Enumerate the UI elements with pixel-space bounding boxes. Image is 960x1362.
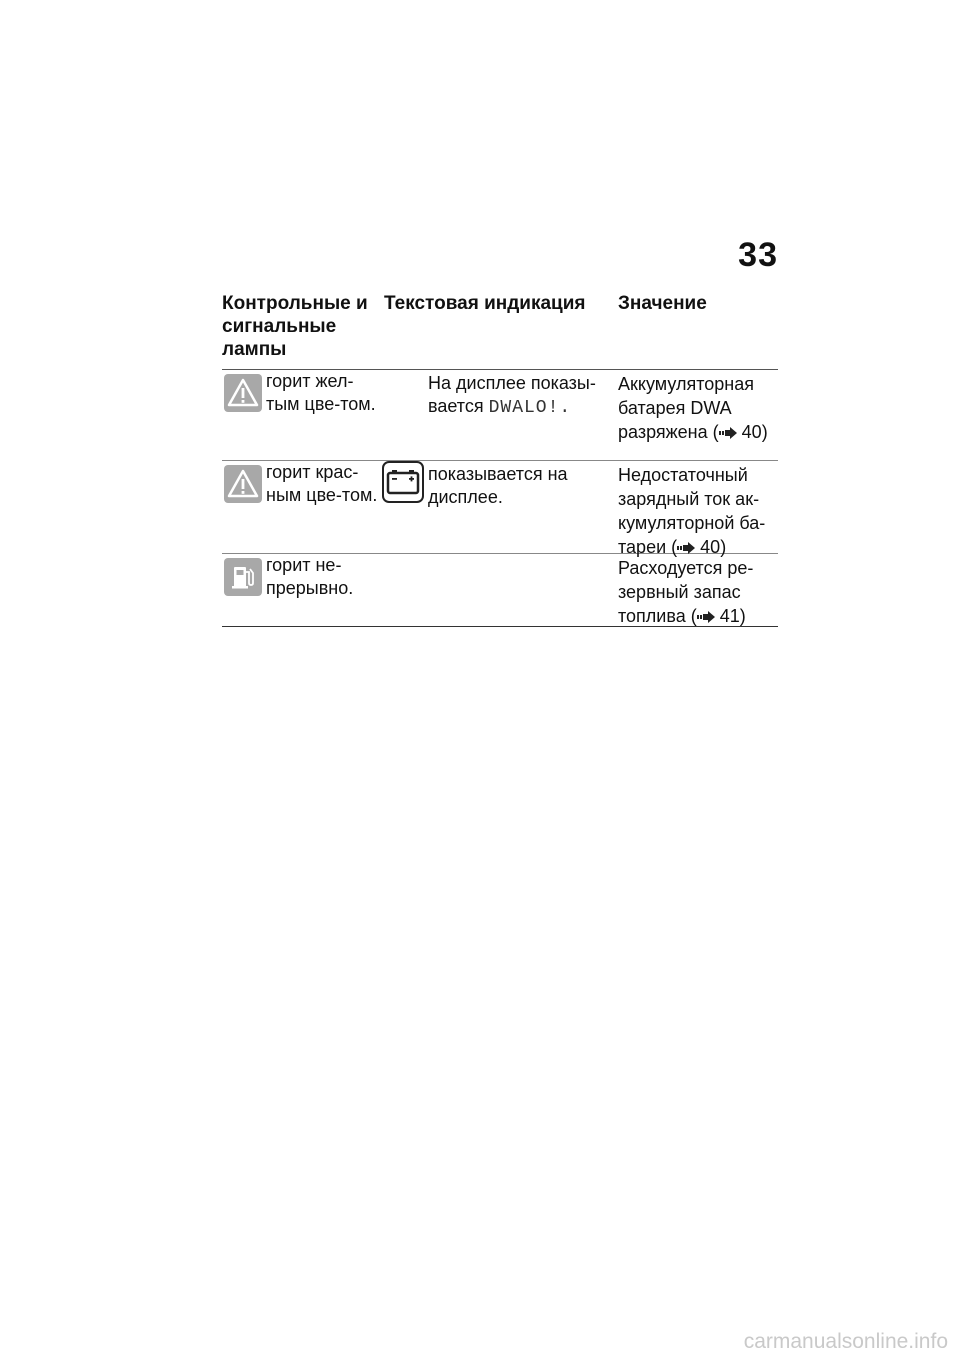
header-lamps: Контрольные и сигнальные лампы — [222, 293, 368, 360]
table-row — [222, 370, 778, 461]
battery-icon — [382, 461, 424, 503]
page-ref-arrow-icon — [697, 611, 715, 623]
page-ref-number[interactable]: 40 — [741, 422, 762, 442]
page-ref-number[interactable]: 41 — [719, 606, 740, 626]
lamp-state-text: горит жел-тым цве-том. — [266, 371, 376, 414]
page-ref-arrow-icon — [719, 427, 737, 439]
page-ref-arrow-icon — [677, 542, 695, 554]
display-text — [428, 372, 614, 420]
warning-triangle-icon — [224, 465, 262, 503]
display-text-prefix: На дисплее показы-вается — [428, 373, 596, 416]
meaning-text: Недостаточный зарядный ток ак-кумуляторной ба-тареи ( 40) — [618, 465, 766, 557]
display-text-prefix: показывается на дисплее. — [428, 464, 568, 507]
table-row — [222, 461, 778, 557]
header-text-indication: Текстовая индикация — [384, 293, 586, 314]
meaning-label: Недостаточный зарядный ток ак-кумуляторной ба-тареи — [618, 465, 766, 557]
meaning-label: Аккумуляторная батарея DWA разряжена — [618, 374, 754, 442]
meaning-label: Расходуется ре-зервный запас топлива — [618, 558, 754, 626]
table-header — [222, 292, 778, 370]
watermark-link[interactable]: carmanualsonline.info — [743, 1330, 948, 1353]
meaning-text: Расходуется ре-зервный запас топлива ( 41) — [618, 558, 754, 626]
table-row — [222, 554, 778, 627]
display-code: DWALO!. — [488, 398, 572, 418]
fuel-pump-icon — [224, 558, 262, 596]
lamp-state-text: горит крас-ным цве-том. — [266, 462, 378, 505]
header-meaning: Значение — [618, 293, 707, 314]
display-text — [428, 463, 614, 509]
indicator-table — [222, 292, 778, 627]
page-number: 33 — [738, 236, 778, 274]
meaning-text: Аккумуляторная батарея DWA разряжена ( 40) — [618, 374, 768, 442]
lamp-state-text: горит не-прерывно. — [266, 555, 354, 598]
warning-triangle-icon — [224, 374, 262, 412]
page-ref-number[interactable]: 40 — [700, 537, 721, 557]
